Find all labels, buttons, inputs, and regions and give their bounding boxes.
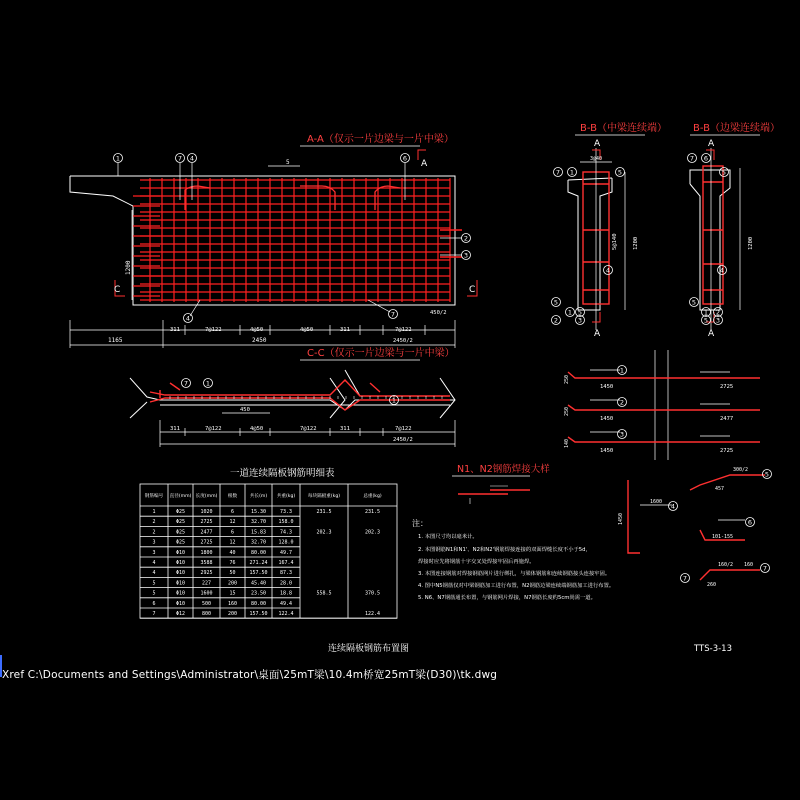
table-cell: 15.83 (250, 529, 267, 536)
bd-r1-b: 2725 (720, 384, 734, 390)
callout-number: 6 (402, 154, 408, 163)
callout-number: 1 (205, 379, 211, 388)
table-cell: 167.4 (278, 560, 294, 566)
table-cell: Φ12 (175, 611, 186, 617)
table-cell: 50 (229, 570, 236, 577)
table-cell: Φ10 (175, 570, 186, 577)
bb-mid-top-dim: 3@40 (590, 156, 603, 162)
note-1: 1. 本图尺寸均以毫米计。 (418, 534, 478, 540)
table-cell: 128.0 (278, 539, 294, 546)
bb-mid-h1: 1200 (633, 236, 639, 250)
table-cell: 2 (152, 529, 156, 536)
callout-number: 7 (689, 154, 695, 163)
cc-dim-6: 7@122 (395, 426, 412, 432)
aa-title: A-A（仅示一片边梁与一片中梁） (307, 134, 454, 145)
callout-number: 1 (569, 168, 575, 177)
table-header: 钢筋编号 (144, 494, 164, 499)
callout-number: 4 (605, 266, 611, 275)
table-cell: Φ25 (175, 529, 186, 536)
note-4: 3. 本图连接钢筋对焊接钢筋网片进行绑扎，与梁体钢筋和连续钢筋接头连接牢固。 (418, 571, 611, 577)
table-cell: Φ10 (175, 560, 186, 566)
callout-number: 1 (567, 308, 573, 317)
callout-number: 7 (390, 310, 396, 319)
table-cell: 1600 (200, 590, 213, 597)
table-cell: Φ10 (175, 549, 186, 556)
callout-number: 6 (747, 518, 753, 527)
bd-r1-left: 250 (564, 374, 570, 384)
bb-edge-h1: 1200 (748, 236, 754, 250)
table-cell: 23.50 (250, 590, 267, 597)
callout-number: 5 (617, 168, 623, 177)
table-header: 直径(mm) (169, 494, 192, 499)
table-cell: 32.70 (250, 519, 267, 526)
cc-dim-5: 311 (340, 426, 350, 432)
note-6: 5. N6、N7钢筋通长布置，与钢筋网片焊接，N7钢筋长度约5cm尚需一道。 (418, 595, 596, 601)
bb-edge-title: B-B（边梁连续端） (693, 123, 780, 134)
aa-dim-2: 7@122 (205, 327, 222, 333)
bb-mid-title: B-B（中梁连续端） (580, 123, 667, 134)
callout-number: 5 (764, 470, 770, 479)
bd-misc-7: 260 (707, 582, 717, 588)
cc-dim-7: 2450/2 (393, 437, 413, 443)
table-cell: 1020 (200, 509, 213, 515)
table-header: 根数 (227, 494, 238, 499)
table-cell: 3 (152, 549, 156, 556)
drawing-code: TTS-3-13 (694, 644, 732, 654)
bd-misc-8: 1450 (618, 512, 624, 525)
notes-head: 注： (412, 519, 428, 528)
table-cell: 80.00 (250, 600, 267, 607)
bd-misc-3: 1600 (650, 499, 663, 505)
bd-r2-a: 1450 (600, 416, 614, 422)
table-cell: 5 (152, 590, 156, 597)
table-cell: 1800 (200, 549, 213, 556)
table-cell: 32.70 (250, 539, 267, 546)
table-cell: 370.5 (364, 590, 381, 597)
aa-dim-1: 311 (170, 327, 180, 333)
bd-misc-5: 160/2 (718, 562, 734, 568)
callout-number: 1 (619, 366, 625, 375)
weld-title: N1、N2钢筋焊接大样 (457, 464, 550, 475)
bd-misc-2: 457 (715, 486, 725, 492)
table-cell: 5 (152, 580, 156, 587)
table-cell: 4 (152, 570, 156, 577)
callout-number: 7 (555, 168, 561, 177)
bd-misc-4: 101-155 (712, 534, 734, 540)
table-cell: 40 (229, 549, 236, 556)
table-cell: Φ25 (175, 539, 186, 546)
cc-dim-2: 7@122 (205, 426, 222, 432)
table-cell: 2477 (200, 529, 213, 536)
table-cell: 87.3 (279, 570, 293, 577)
table-cell: 6 (230, 529, 235, 536)
table-cell: 3 (152, 539, 156, 546)
table-cell: 202.3 (316, 529, 332, 536)
callout-number: 5 (703, 316, 709, 325)
callout-number: 6 (703, 154, 709, 163)
bd-r3-left: 140 (564, 438, 570, 448)
callout-number: 7 (177, 154, 183, 163)
bd-r3-a: 1450 (600, 448, 614, 454)
callout-number: 2 (463, 234, 469, 243)
table-cell: 6 (152, 600, 156, 607)
callout-number: 7 (682, 574, 688, 583)
table-cell: 76 (229, 560, 236, 566)
callout-number: 2 (715, 308, 721, 317)
callout-number: 3 (577, 316, 583, 325)
table-cell: 271.24 (249, 560, 268, 566)
bb-mid-mark-top: A (594, 139, 601, 149)
table-cell: Φ25 (175, 509, 186, 515)
table-cell: 2925 (200, 570, 213, 577)
table-cell: 231.5 (316, 509, 332, 515)
table-header: 总重(kg) (363, 494, 382, 499)
table-cell: Φ10 (175, 600, 186, 607)
aa-dim-5: 311 (340, 327, 350, 333)
callout-number: 1 (391, 396, 397, 405)
callout-number: 7 (762, 564, 768, 573)
callout-number: 3 (463, 251, 469, 260)
cc-dim-1: 311 (170, 426, 180, 432)
callout-number: 2 (619, 398, 625, 407)
callout-number: 2 (553, 316, 559, 325)
table-cell: Φ25 (175, 519, 186, 526)
callout-number: 1 (703, 308, 709, 317)
table-cell: 200 (227, 580, 238, 587)
table-cell: 4 (152, 560, 156, 566)
table-cell: 1 (152, 509, 156, 515)
callout-number: 1 (115, 154, 121, 163)
bd-misc-6: 160 (744, 562, 754, 568)
table-cell: 73.3 (279, 509, 293, 515)
drawing-title: 连续隔板钢筋布置图 (328, 644, 410, 654)
aa-dim-7: 450/2 (430, 310, 447, 316)
callout-number: 5 (553, 298, 559, 307)
aa-mark-c-right: C (469, 285, 476, 295)
table-cell: 28.0 (279, 580, 293, 587)
table-cell: 80.00 (250, 549, 267, 556)
table-cell: 15 (229, 590, 236, 597)
table-cell: 500 (201, 600, 212, 607)
table-cell: 160 (227, 600, 238, 607)
callout-number: 5 (721, 168, 727, 177)
aa-dim-mid: 5 (286, 159, 290, 166)
bb-mid-h2: 5@140 (612, 233, 618, 250)
bd-r3-b: 2725 (720, 448, 734, 454)
aa-dim-4: 4@50 (300, 327, 314, 333)
bb-edge-mark-top: A (708, 139, 715, 149)
table-header: 共长(m) (249, 494, 268, 499)
table-cell: 200 (227, 611, 238, 617)
table-cell: 12 (229, 519, 236, 526)
table-cell: 157.50 (249, 611, 268, 617)
callout-number: 4 (189, 154, 195, 163)
table-cell: 2725 (200, 519, 213, 526)
callout-number: 4 (670, 502, 676, 511)
cc-title: C-C（仅示一片边梁与一片中梁） (307, 348, 455, 359)
callout-number: 4 (185, 314, 191, 323)
table-cell: 45.40 (250, 580, 267, 587)
table-cell: 800 (201, 611, 212, 617)
table-header: 共重(kg) (276, 494, 296, 499)
table-cell: 227 (201, 580, 212, 587)
table-cell: 15.30 (250, 509, 267, 515)
table-cell: 2 (152, 519, 156, 526)
aa-mark-c-left: C (114, 285, 121, 295)
aa-dim-6: 7@122 (395, 327, 412, 333)
note-2: 2. 本图钢筋N1和N1'、N2和N2'钢筋焊接连接的双面焊缝长度不小于5d， (418, 547, 591, 553)
xref-path: Xref C:\Documents and Settings\Administrator\桌面\25mT梁\10.4m桥宽25mT梁(D30)\tk.dwg (2, 669, 498, 681)
aa-dim-half: 2450 (252, 337, 267, 344)
table-header: 长度(mm) (195, 494, 218, 499)
callout-number: 5 (691, 298, 697, 307)
cc-dim-mid: 450 (240, 407, 250, 413)
callout-number: 4 (719, 266, 725, 275)
bd-r2-b: 2477 (720, 416, 734, 422)
callout-number: 3 (619, 430, 625, 439)
bb-mid-mark-bot: A (594, 329, 601, 339)
bd-r1-a: 1450 (600, 384, 614, 390)
bd-misc-1: 300/2 (733, 467, 749, 473)
aa-mark-a: A (421, 159, 428, 169)
table-cell: 157.50 (249, 570, 268, 577)
table-cell: 158.0 (278, 519, 294, 526)
table-header: 每块隔板重(kg) (307, 494, 341, 499)
table-cell: 6 (230, 509, 235, 515)
table-cell: 7 (152, 611, 156, 617)
bd-r2-left: 250 (564, 406, 570, 416)
table-cell: 122.4 (364, 611, 381, 617)
note-5: 4. 图中N5钢筋仅对中梁钢筋加工进行布置，N2钢筋边梁连续端钢筋加工进行布置。 (418, 583, 615, 589)
table-cell: 3588 (200, 560, 213, 566)
bb-edge-mark-bot: A (708, 329, 715, 339)
callout-number: 5 (577, 308, 583, 317)
table-cell: 12 (229, 539, 236, 546)
table-title: 一道连续隔板钢筋明细表 (230, 468, 335, 479)
table-cell: 49.4 (279, 600, 293, 607)
cc-dim-4: 7@122 (300, 426, 317, 432)
table-cell: 18.8 (279, 590, 293, 597)
aa-dim-left: 1165 (108, 337, 123, 344)
aa-dim-h: 1200 (125, 260, 132, 275)
table-cell: 231.5 (364, 509, 381, 515)
cc-dim-3: 4@50 (250, 426, 264, 432)
table-cell: 122.4 (278, 611, 294, 617)
table-cell: 2725 (200, 539, 213, 546)
callout-number: 7 (183, 379, 189, 388)
table-cell: Φ10 (175, 580, 186, 587)
aa-dim-3: 4@50 (250, 327, 264, 333)
table-cell: 49.7 (279, 549, 293, 556)
table-cell: 74.3 (279, 529, 293, 536)
note-3: 焊接时应先将钢筋十字交叉处焊接牢固后再施焊。 (418, 559, 535, 565)
aa-dim-8: 2450/2 (393, 338, 413, 344)
table-cell: 558.5 (316, 590, 332, 597)
table-cell: 202.3 (364, 529, 381, 536)
callout-number: 3 (715, 316, 721, 325)
table-cell: Φ10 (175, 590, 186, 597)
